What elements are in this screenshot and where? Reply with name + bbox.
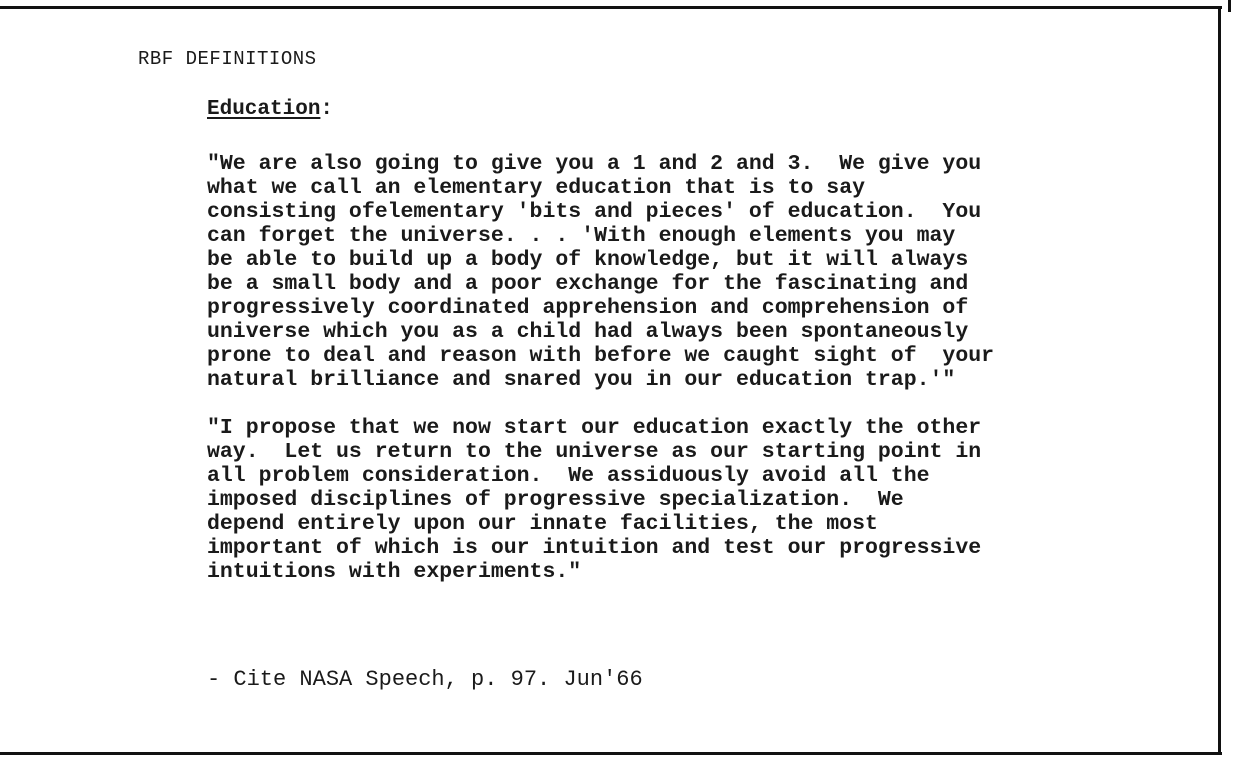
term-label: Education: [207, 98, 321, 121]
quote-paragraph-1: "We are also going to give you a 1 and 2 and 3. We give you what we call an elementary education that is to say consisting ofelementary 'bits and pieces' of education. You can forget the universe. . . 'With enough elements you may be able to build up a body of knowledge, but it will always be a small body and a poor exchange for the fascinating and progressively coordinated apprehension and comprehension of universe which you as a child had always been spontaneously prone to deal and reason with before we caught sight of your natural brilliance and snared you in our education trap.'": [207, 152, 995, 392]
quote-paragraph-2: "I propose that we now start our education exactly the other way. Let us return to the universe as our starting point in all problem consideration. We assiduously avoid all the imposed disciplines of progressive specialization. We depend entirely upon our innate facilities, the most important of which is our intuition and test our progressive intuitions with experiments.": [207, 416, 982, 584]
term-heading: [207, 98, 333, 121]
right-edge-tick: [1228, 0, 1231, 12]
term-colon: :: [320, 98, 334, 121]
citation: - Cite NASA Speech, p. 97. Jun'66: [207, 667, 643, 692]
right-border-line: [1218, 6, 1221, 755]
top-border-line: [0, 6, 1222, 9]
bottom-border-line: [0, 752, 1222, 755]
document-heading: RBF DEFINITIONS: [138, 48, 317, 70]
